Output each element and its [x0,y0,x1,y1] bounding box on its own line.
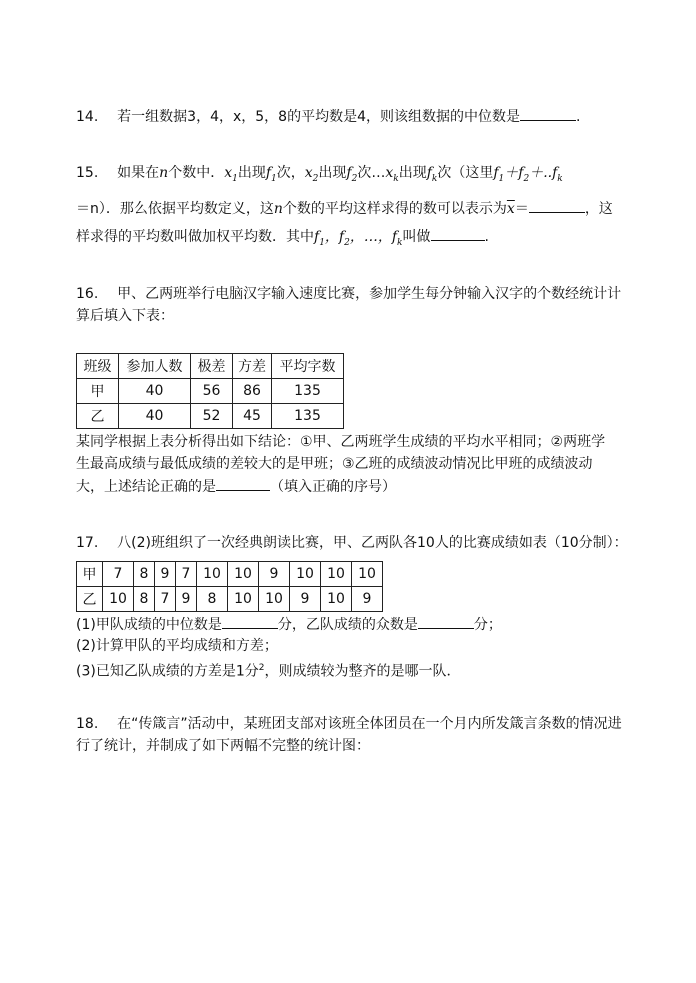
answer-blank[interactable] [520,106,576,121]
answer-blank[interactable] [222,614,278,629]
table-cell: 乙 [77,587,103,612]
table-cell: 40 [119,404,191,429]
answer-blank[interactable] [216,476,270,491]
question-16-conclusion-2: 生最高成绩与最低成绩的差较大的是甲班；③乙班的成绩波动情况比甲班的成绩波动 [76,456,593,472]
table-header: 方差 [233,354,272,379]
table-cell: 甲 [77,379,119,404]
table-header: 班级 [77,354,119,379]
question-16-line-2: 算后填入下表： [76,308,174,324]
question-number: 17. [76,535,99,551]
table-row [77,404,344,429]
question-number: 14. [76,109,99,125]
class-stats-table [76,353,344,429]
table-cell: 10 [321,562,352,587]
table-row [77,562,383,587]
table-cell: 52 [191,404,233,429]
table-cell: 8 [197,587,228,612]
score-table [76,561,383,612]
table-cell: 7 [103,562,134,587]
table-cell: 7 [155,587,176,612]
answer-blank[interactable] [431,226,485,241]
question-17-part-3: (3)已知乙队成绩的方差是1分$^2$，则成绩较为整齐的是哪一队． [76,663,461,680]
table-cell: 9 [259,562,290,587]
table-cell: 56 [191,379,233,404]
question-18-line-1: 18. 在“传箴言”活动中，某班团支部对该班全体团员在一个月内所发箴言条数的情况进 [76,716,622,732]
table-cell: 86 [233,379,272,404]
question-16-line-1: 16. 甲、乙两班举行电脑汉字输入速度比赛，参加学生每分钟输入汉字的个数经统计计 [76,286,622,302]
table-header: 平均字数 [272,354,344,379]
table-cell: 甲 [77,562,103,587]
table-cell: 135 [272,404,344,429]
table-cell: 7 [176,562,197,587]
answer-blank[interactable] [529,198,585,213]
table-cell: 10 [259,587,290,612]
table-cell: 9 [155,562,176,587]
question-15-line-3: 样求得的平均数叫做加权平均数．其中$f_1$，$f_2$，…，$f_k$叫做 . [76,226,489,253]
table-row [77,587,383,612]
table-row [77,379,344,404]
question-17-part-2: (2)计算甲队的平均成绩和方差； [76,638,278,654]
question-16-conclusion-3: 大，上述结论正确的是 （填入正确的序号） [76,476,396,497]
table-cell: 8 [134,562,155,587]
table-cell: 10 [290,562,321,587]
table-cell: 10 [197,562,228,587]
question-15-line-2: ＝n）．那么依据平均数定义，这n个数的平均这样求得的数可以表示为$\overline{x}=$ ，这 [76,198,613,219]
table-cell: 45 [233,404,272,429]
question-14: 14. 若一组数据3，4，x，5，8的平均数是4，则该组数据的中位数是 . [76,106,580,127]
question-16-conclusion-1: 某同学根据上表分析得出如下结论：①甲、乙两班学生成绩的平均水平相同；②两班学 [76,434,606,450]
table-cell: 10 [228,587,259,612]
question-15-line-1: 15. 如果在n个数中．$x_1$出现$f_1$次，$x_2$出现$f_2$次$\dots x_k$出现$f_k$次（这里$f_1+f_2+..f_k$ [76,165,563,184]
table-cell: 10 [321,587,352,612]
question-number: 18. [76,716,99,732]
table-cell: 10 [228,562,259,587]
table-header: 极差 [191,354,233,379]
table-cell: 135 [272,379,344,404]
table-cell: 10 [352,562,383,587]
table-cell: 9 [352,587,383,612]
question-number: 16. [76,286,99,302]
question-17-line-1: 17. 八(2)班组织了一次经典朗读比赛，甲、乙两队各10人的比赛成绩如表（10分制）： [76,535,628,551]
question-17-part-1: (1)甲队成绩的中位数是 分，乙队成绩的众数是 分； [76,614,502,635]
table-cell: 8 [134,587,155,612]
table-cell: 10 [103,587,134,612]
question-18-line-2: 行了统计，并制成了如下两幅不完整的统计图： [76,738,370,754]
table-header-row [77,354,344,379]
table-cell: 40 [119,379,191,404]
x-bar-symbol: $\overline{x}$ [506,201,515,217]
table-header: 参加人数 [119,354,191,379]
answer-blank[interactable] [418,614,474,629]
table-cell: 9 [290,587,321,612]
table-cell: 乙 [77,404,119,429]
question-number: 15. [76,165,99,181]
question-text: 若一组数据3，4，x，5，8的平均数是4，则该组数据的中位数是 [117,109,520,125]
table-cell: 9 [176,587,197,612]
